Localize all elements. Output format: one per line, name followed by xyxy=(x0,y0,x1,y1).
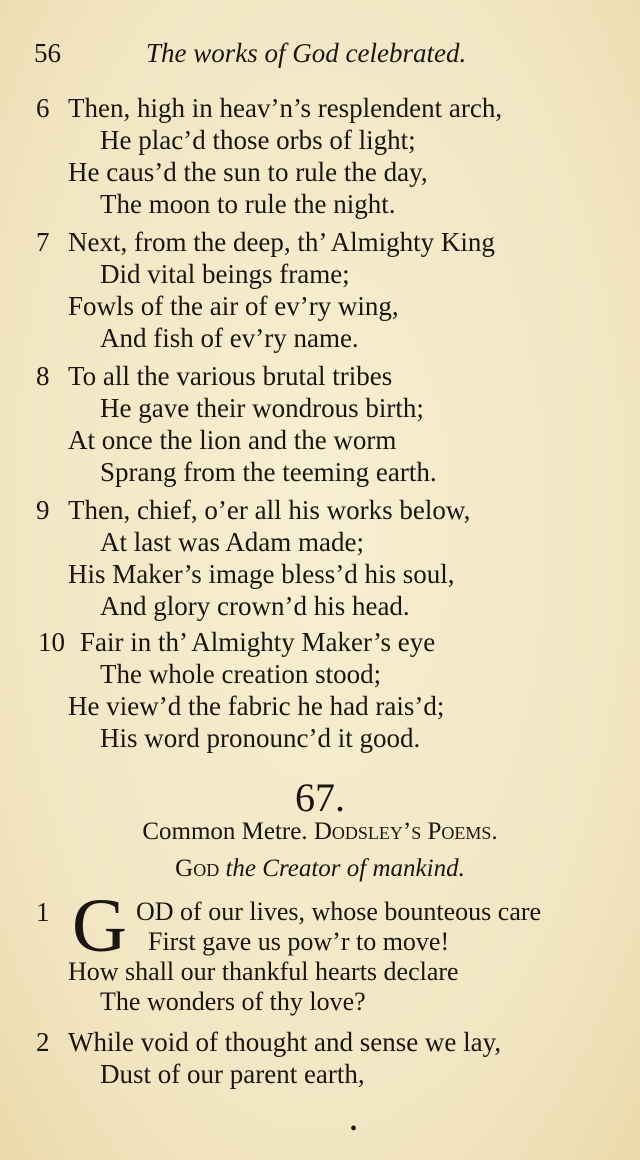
verse-line: He view’d the fabric he had rais’d; xyxy=(68,691,445,721)
footer-mark: • xyxy=(350,1118,358,1140)
verse-line: Did vital beings frame; xyxy=(100,259,350,289)
verse-line: Fair in th’ Almighty Maker’s eye xyxy=(80,627,436,657)
stanza-number: 1 xyxy=(36,897,50,927)
hymn-source-rest: ’s Poems. xyxy=(402,818,498,845)
verse-line: To all the various brutal tribes xyxy=(68,361,393,391)
hymn-subject xyxy=(0,853,640,885)
hymn-subject-god: God xyxy=(175,855,220,882)
verse-line: OD of our lives, whose bounteous care xyxy=(136,897,542,926)
stanza-number: 10 xyxy=(38,627,65,657)
drop-cap: G xyxy=(72,884,127,968)
hymn-number: 67. xyxy=(295,775,345,820)
verse-line: At once the lion and the worm xyxy=(68,425,397,455)
verse-line: At last was Adam made; xyxy=(100,527,364,557)
stanza-number: 8 xyxy=(36,361,50,391)
verse-line: He caus’d the sun to rule the day, xyxy=(68,157,428,187)
stanza-number: 6 xyxy=(36,93,50,123)
verse-line: His Maker’s image bless’d his soul, xyxy=(68,559,455,589)
page-header xyxy=(34,38,610,78)
hymn-meter: Common Metre. xyxy=(142,818,308,845)
verse-line: He gave their wondrous birth; xyxy=(100,393,424,423)
verse-line: And glory crown’d his head. xyxy=(100,591,410,621)
verse-line: Sprang from the teeming earth. xyxy=(100,457,437,487)
stanza-number: 7 xyxy=(36,227,50,257)
verse-line: The moon to rule the night. xyxy=(100,189,396,219)
stanza-number: 2 xyxy=(36,1027,50,1057)
hymn-meter-source xyxy=(0,816,640,848)
verse-line: How shall our thankful hearts declare xyxy=(68,957,459,986)
stanza-number: 9 xyxy=(36,495,50,525)
verse-line: First gave us pow’r to move! xyxy=(148,927,450,956)
verse-line: And fish of ev’ry name. xyxy=(100,323,359,353)
verse-line: Then, high in heav’n’s resplendent arch, xyxy=(68,93,503,123)
verse-line: His word pronounc’d it good. xyxy=(100,723,421,753)
verse-line: Next, from the deep, th’ Almighty King xyxy=(68,227,495,257)
verse-line: While void of thought and sense we lay, xyxy=(68,1027,502,1057)
verse-line: Dust of our parent earth, xyxy=(100,1059,365,1089)
verse-line: He plac’d those orbs of light; xyxy=(100,125,416,155)
verse-line: Then, chief, o’er all his works below, xyxy=(68,495,471,525)
hymn-source-name: Dodsley xyxy=(313,818,403,845)
page-number: 56 xyxy=(34,38,61,68)
verse-line: The wonders of thy love? xyxy=(100,987,366,1016)
running-title: The works of God celebrated. xyxy=(146,38,467,68)
verse-line: The whole creation stood; xyxy=(100,659,382,689)
hymn-subject-rest: the Creator of mankind. xyxy=(225,855,465,882)
verse-line: Fowls of the air of ev’ry wing, xyxy=(68,291,399,321)
